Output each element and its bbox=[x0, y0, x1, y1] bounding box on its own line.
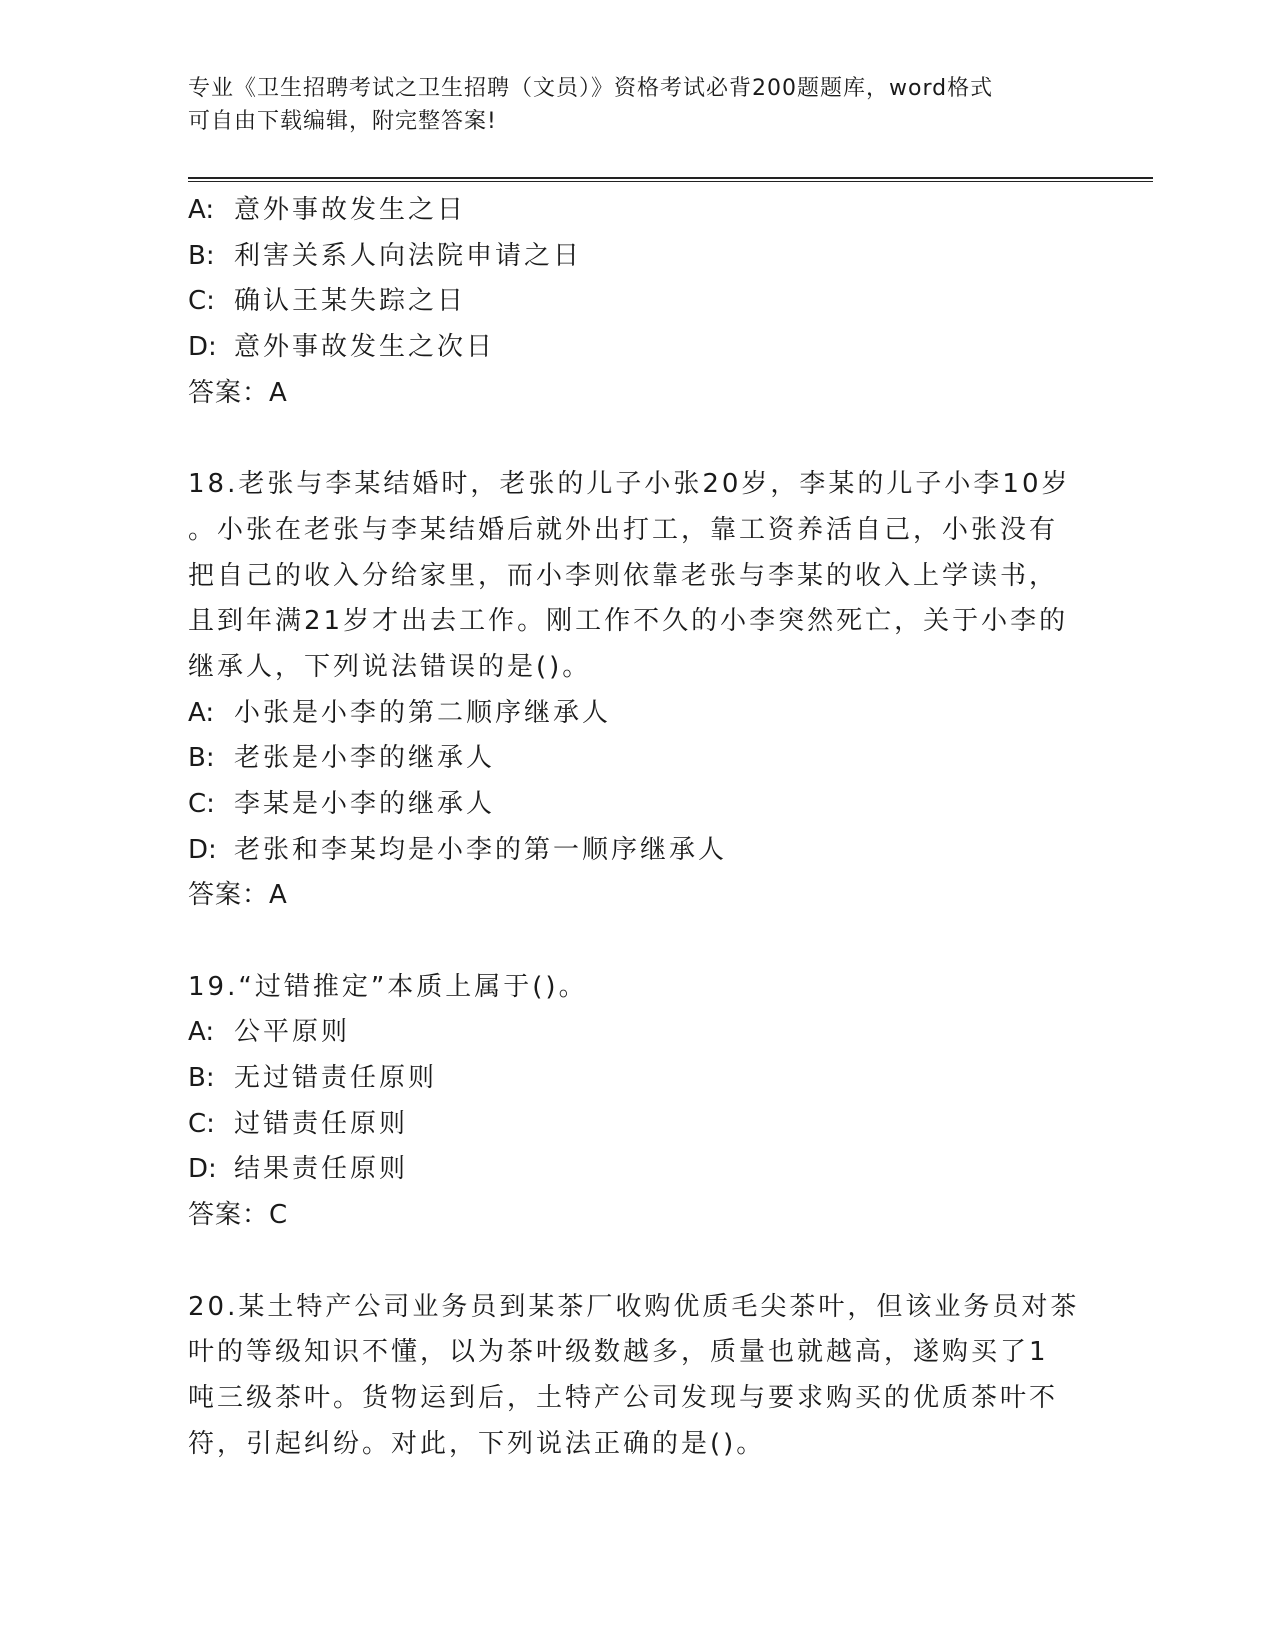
option-d bbox=[188, 325, 1088, 371]
option-text: 李某是小李的继承人 bbox=[234, 788, 496, 819]
option-b bbox=[188, 1056, 1088, 1102]
header-title-line-1: 专业《卫生招聘考试之卫生招聘（文员）》资格考试必背200题题库，word格式 bbox=[188, 76, 994, 101]
document-header bbox=[188, 72, 1088, 138]
question-stem-line: 20.某土特产公司业务员到某茶厂收购优质毛尖茶叶，但该业务员对茶 bbox=[188, 1291, 1080, 1322]
option-a bbox=[188, 188, 1088, 234]
question-stem-line: 叶的等级知识不懂，以为茶叶级数越多，质量也就越高，遂购买了1 bbox=[188, 1337, 1049, 1368]
option-text: 结果责任原则 bbox=[234, 1154, 409, 1185]
option-text: 确认王某失踪之日 bbox=[234, 286, 467, 317]
spacer bbox=[188, 1239, 1088, 1285]
option-key: C: bbox=[188, 1108, 215, 1139]
question-stem-line: 且到年满21岁才出去工作。刚工作不久的小李突然死亡，关于小李的 bbox=[188, 606, 1069, 637]
question-content bbox=[188, 188, 1088, 1467]
question-stem-line: 。小张在老张与李某结婚后就外出打工，靠工资养活自己，小张没有 bbox=[188, 514, 1059, 545]
option-b bbox=[188, 736, 1088, 782]
option-key: A: bbox=[188, 697, 215, 728]
option-c bbox=[188, 1102, 1088, 1148]
question-18 bbox=[188, 462, 1088, 919]
option-key: C: bbox=[188, 788, 215, 819]
option-text: 利害关系人向法院申请之日 bbox=[234, 240, 583, 271]
option-d bbox=[188, 1147, 1088, 1193]
option-key: A: bbox=[188, 1017, 215, 1048]
option-text: 老张是小李的继承人 bbox=[234, 743, 496, 774]
option-d bbox=[188, 828, 1088, 874]
spacer bbox=[188, 919, 1088, 965]
question-stem-line: 19.“过错推定”本质上属于()。 bbox=[188, 971, 588, 1002]
option-key: B: bbox=[188, 240, 215, 271]
option-key: B: bbox=[188, 743, 215, 774]
question-stem-line: 继承人，下列说法错误的是()。 bbox=[188, 651, 592, 682]
option-text: 小张是小李的第二顺序继承人 bbox=[234, 697, 612, 728]
option-text: 无过错责任原则 bbox=[234, 1063, 438, 1094]
option-key: D: bbox=[188, 332, 217, 363]
option-text: 过错责任原则 bbox=[234, 1108, 409, 1139]
header-divider bbox=[188, 177, 1153, 182]
option-text: 老张和李某均是小李的第一顺序继承人 bbox=[234, 834, 728, 865]
question-stem-line: 把自己的收入分给家里，而小李则依靠老张与李某的收入上学读书， bbox=[188, 560, 1059, 591]
question-17 bbox=[188, 188, 1088, 416]
answer-line: 答案：A bbox=[188, 377, 288, 408]
option-b bbox=[188, 234, 1088, 280]
option-a bbox=[188, 691, 1088, 737]
option-a bbox=[188, 1010, 1088, 1056]
question-stem-line: 吨三级茶叶。货物运到后，土特产公司发现与要求购买的优质茶叶不 bbox=[188, 1382, 1059, 1413]
option-key: A: bbox=[188, 195, 215, 225]
question-19 bbox=[188, 965, 1088, 1239]
option-text: 意外事故发生之次日 bbox=[234, 332, 496, 363]
answer-line: 答案：C bbox=[188, 1200, 289, 1231]
option-text: 公平原则 bbox=[234, 1017, 351, 1048]
option-c bbox=[188, 782, 1088, 828]
option-text: 意外事故发生之日 bbox=[234, 195, 467, 225]
option-key: D: bbox=[188, 834, 217, 865]
option-c bbox=[188, 279, 1088, 325]
option-key: B: bbox=[188, 1063, 215, 1094]
option-key: C: bbox=[188, 286, 215, 317]
option-key: D: bbox=[188, 1154, 217, 1185]
question-stem-line: 18.老张与李某结婚时，老张的儿子小张20岁，李某的儿子小李10岁 bbox=[188, 469, 1071, 500]
question-stem-line: 符，引起纠纷。对此，下列说法正确的是()。 bbox=[188, 1428, 766, 1459]
spacer bbox=[188, 416, 1088, 462]
answer-line: 答案：A bbox=[188, 880, 288, 911]
header-title-line-2: 可自由下载编辑，附完整答案! bbox=[188, 109, 497, 134]
question-20 bbox=[188, 1285, 1088, 1468]
